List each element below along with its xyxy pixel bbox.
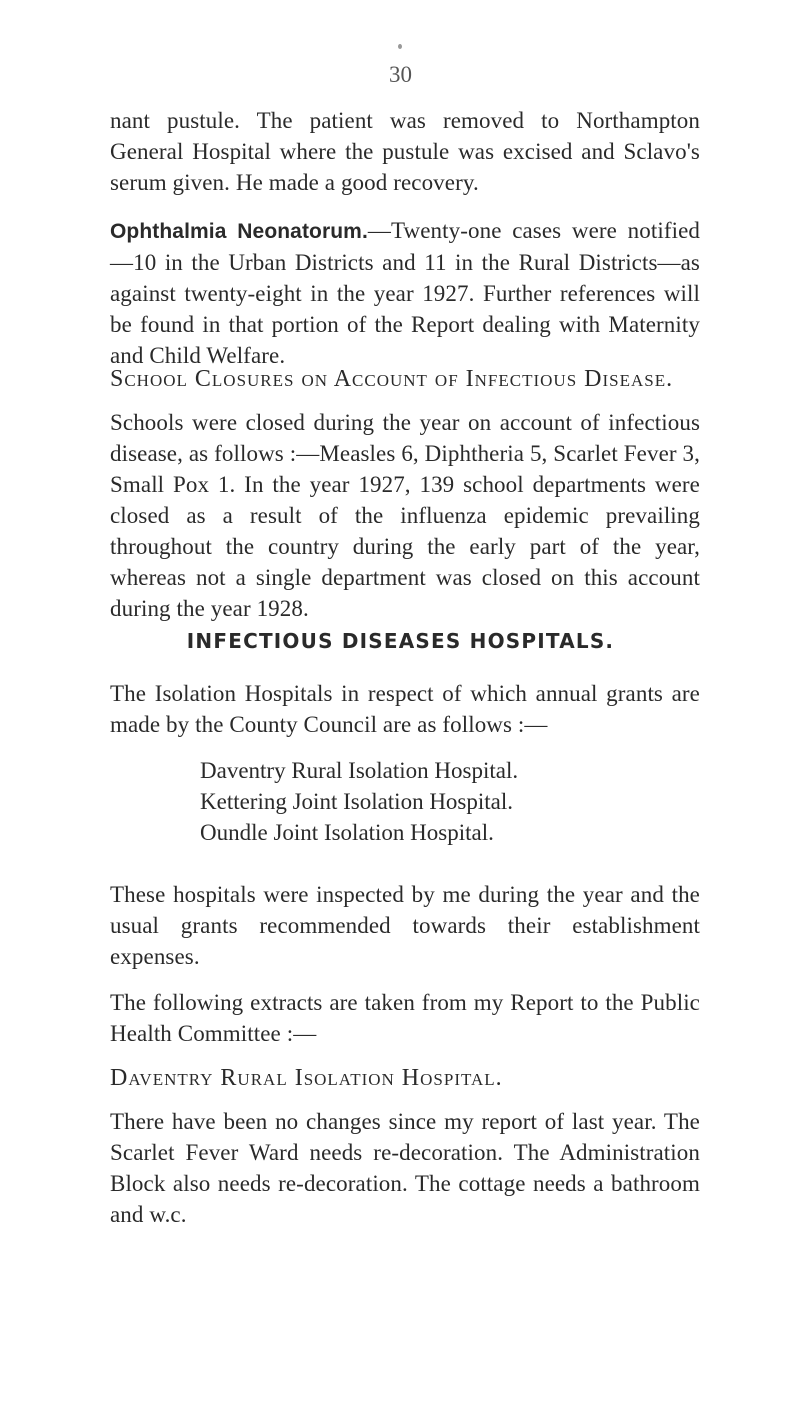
ophthalmia-heading: Ophthalmia Neonatorum. xyxy=(110,220,368,243)
daventry-paragraph xyxy=(110,1106,700,1230)
school-closures-heading: School Closures on Account of Infectious Disease. xyxy=(110,366,674,392)
school-closures-text: Schools were closed during the year on account of infectious disease, as follows :—Measles 6, Diphtheria 5, Scarlet Fever 3, Small Pox 1. In the year 1927, 139 school departments were closed as a result of the influenza epidemic prevailing throughout the country during the early part of the year, whereas not a single department was closed on this account during the year 1928. xyxy=(110,410,700,621)
school-closures-paragraph xyxy=(110,407,700,624)
daventry-text: There have been no changes since my report of last year. The Scarlet Fever Ward needs re-decoration. The Administration Block also needs re-decoration. The cottage needs a bathroom and w.c. xyxy=(110,1109,700,1227)
page-number: 30 xyxy=(389,62,412,87)
intro-paragraph xyxy=(110,105,700,198)
list-item: Oundle Joint Isolation Hospital. xyxy=(200,820,494,845)
infectious-diseases-hospitals-heading: INFECTIOUS DISEASES HOSPITALS. xyxy=(186,629,615,653)
inspection-paragraph xyxy=(110,879,700,972)
speck-mark xyxy=(398,44,402,49)
extracts-paragraph xyxy=(110,987,700,1049)
list-item: Kettering Joint Isolation Hospital. xyxy=(200,789,514,814)
ophthalmia-paragraph xyxy=(110,215,700,371)
ophthalmia-text: —Twenty-one cases were notified —10 in the Urban Districts and 11 in the Rural Districts—as against twenty-eight in the year 1927. Further references will be found in that portion of the Report dealing with Maternity and Child Welfare. xyxy=(110,218,700,368)
list-item: Daventry Rural Isolation Hospital. xyxy=(200,758,519,783)
hospitals-intro-text: The Isolation Hospitals in respect of which annual grants are made by the County Council are as follows :— xyxy=(110,681,700,737)
extracts-text: The following extracts are taken from my Report to the Public Health Committee :— xyxy=(110,990,700,1046)
inspection-text: These hospitals were inspected by me during the year and the usual grants recommended towards their establishment expenses. xyxy=(110,882,700,969)
hospitals-intro-paragraph xyxy=(110,678,700,740)
daventry-heading: Daventry Rural Isolation Hospital. xyxy=(110,1065,503,1091)
intro-text: nant pustule. The patient was removed to Northampton General Hospital where the pustule was excised and Sclavo's serum given. He made a good recovery. xyxy=(110,108,700,195)
hospitals-list xyxy=(200,755,518,848)
